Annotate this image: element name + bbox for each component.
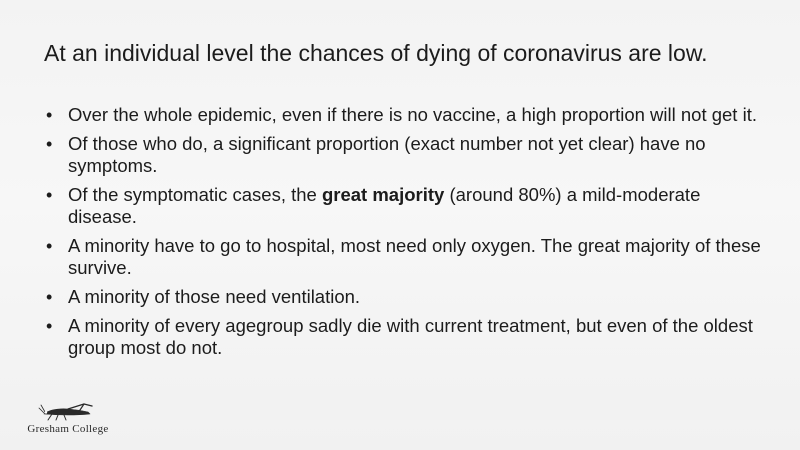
bullet-text-after: (around 80%) a mild-moderate disease. bbox=[68, 184, 701, 227]
bullet-marker: • bbox=[46, 134, 53, 154]
bullet-text: Of those who do, a significant proportion (exact number not yet clear) have no symptoms. bbox=[68, 133, 706, 176]
bullet-text bbox=[68, 184, 700, 227]
bullet-text: A minority of those need ventilation. bbox=[68, 286, 361, 307]
bullet-item bbox=[44, 315, 764, 359]
bullet-marker: • bbox=[46, 185, 53, 205]
bullet-item bbox=[44, 133, 764, 177]
bullet-text: A minority of every agegroup sadly die with current treatment, but even of the oldest group most do not. bbox=[68, 315, 753, 358]
bullet-item bbox=[44, 286, 764, 308]
bullet-text-before: Of the symptomatic cases, the bbox=[68, 184, 322, 205]
gresham-college-logo bbox=[16, 402, 120, 438]
bullet-item bbox=[44, 235, 764, 279]
bullet-marker: • bbox=[46, 105, 53, 125]
bullet-item bbox=[44, 184, 764, 228]
bullet-text: A minority have to go to hospital, most need only oxygen. The great majority of these survive. bbox=[68, 235, 761, 278]
slide-title: At an individual level the chances of dying of coronavirus are low. bbox=[44, 40, 708, 66]
bullet-marker: • bbox=[46, 316, 53, 336]
bullet-list bbox=[44, 104, 764, 366]
logo-text: Gresham College bbox=[27, 423, 109, 435]
bullet-marker: • bbox=[46, 287, 53, 307]
bullet-item bbox=[44, 104, 764, 126]
bullet-marker: • bbox=[46, 236, 53, 256]
grasshopper-icon bbox=[38, 402, 98, 422]
bullet-text-bold: great majority bbox=[321, 184, 445, 205]
bullet-text: Over the whole epidemic, even if there is no vaccine, a high proportion will not get it. bbox=[68, 104, 757, 125]
